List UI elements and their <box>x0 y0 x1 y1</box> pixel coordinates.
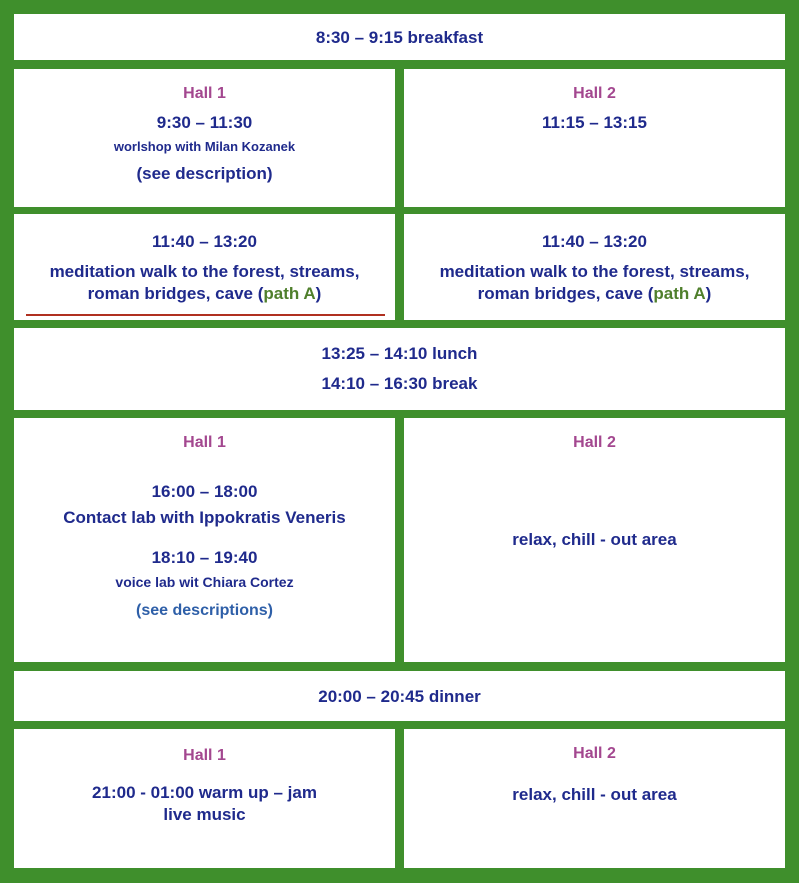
breakfast-cell <box>12 12 787 62</box>
session-activity: live music <box>163 805 246 824</box>
row1-hall1-cell <box>12 67 397 209</box>
dinner-text: 20:00 – 20:45 dinner <box>318 687 481 706</box>
breakfast-text: 8:30 – 9:15 breakfast <box>315 28 484 47</box>
session-time: 11:40 – 13:20 <box>542 232 647 251</box>
lunch-text: 13:25 – 14:10 lunch <box>321 344 478 363</box>
row3-hall2-cell <box>402 416 787 664</box>
hall-label: Hall 1 <box>183 85 226 102</box>
hall-label: Hall 1 <box>183 434 226 451</box>
session-activity: relax, chill - out area <box>512 785 677 804</box>
walk-line1: meditation walk to the forest, streams, <box>49 262 360 281</box>
row3-hall1-cell <box>12 416 397 664</box>
session-activity: relax, chill - out area <box>512 530 677 549</box>
hall-label: Hall 2 <box>573 745 616 762</box>
row1-hall2-cell <box>402 67 787 209</box>
session-activity: voice lab wit Chiara Cortez <box>115 574 294 590</box>
session-time: 18:10 – 19:40 <box>151 548 258 567</box>
session-time: 16:00 – 18:00 <box>151 482 258 501</box>
hall-label: Hall 2 <box>573 434 616 451</box>
lunch-break-cell <box>12 326 787 412</box>
walk-line1: meditation walk to the forest, streams, <box>439 262 750 281</box>
path-label: path A <box>653 284 706 303</box>
walk-line2: roman bridges, cave (path A) <box>87 284 322 303</box>
break-text: 14:10 – 16:30 break <box>321 374 478 393</box>
session-time: 11:40 – 13:20 <box>152 232 257 251</box>
session-activity: worlshop with Milan Kozanek <box>113 139 296 154</box>
walk-line2: roman bridges, cave (path A) <box>477 284 712 303</box>
session-time: 9:30 – 11:30 <box>156 113 253 132</box>
hall-label: Hall 1 <box>183 747 226 764</box>
dinner-cell <box>12 669 787 723</box>
path-label: path A <box>263 284 316 303</box>
session-activity: Contact lab with Ippokratis Veneris <box>63 508 346 527</box>
row2-left-cell <box>12 212 397 322</box>
red-underline <box>26 314 385 316</box>
row4-hall1-cell <box>12 727 397 870</box>
row4-hall2-cell <box>402 727 787 870</box>
row2-right-cell <box>402 212 787 322</box>
session-time: 11:15 – 13:15 <box>542 113 647 132</box>
session-activity: 21:00 - 01:00 warm up – jam <box>92 783 317 802</box>
hall-label: Hall 2 <box>573 85 616 102</box>
see-descriptions-note: (see descriptions) <box>136 602 273 619</box>
see-description-note: (see description) <box>136 164 273 183</box>
